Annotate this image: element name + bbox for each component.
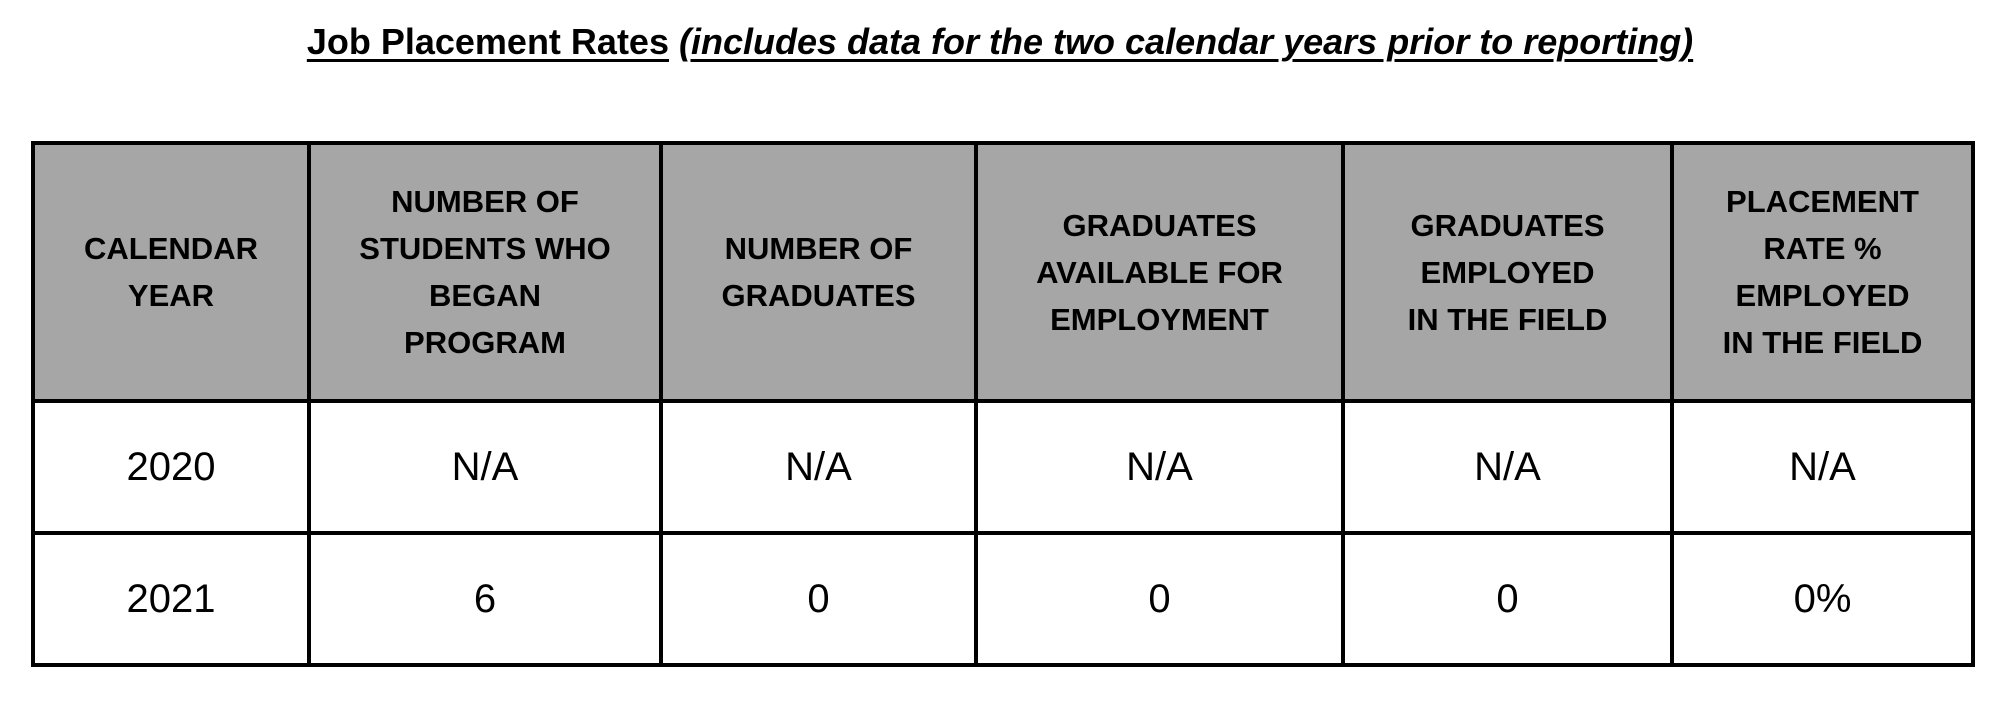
table-cell: 6 xyxy=(309,533,661,665)
table-cell: 0 xyxy=(1343,533,1672,665)
table-cell: 0% xyxy=(1672,533,1973,665)
header-placement-rate: PLACEMENT RATE % EMPLOYED IN THE FIELD xyxy=(1672,143,1973,401)
header-students-began: NUMBER OF STUDENTS WHO BEGAN PROGRAM xyxy=(309,143,661,401)
header-available: GRADUATES AVAILABLE FOR EMPLOYMENT xyxy=(976,143,1343,401)
table-header-row xyxy=(33,143,1973,401)
table-row xyxy=(33,401,1973,533)
table-cell: N/A xyxy=(1343,401,1672,533)
table-cell: 2021 xyxy=(33,533,309,665)
table-cell: N/A xyxy=(309,401,661,533)
header-calendar-year: CALENDAR YEAR xyxy=(33,143,309,401)
header-employed: GRADUATES EMPLOYED IN THE FIELD xyxy=(1343,143,1672,401)
table-cell: N/A xyxy=(976,401,1343,533)
table-cell: N/A xyxy=(1672,401,1973,533)
table-cell: 2020 xyxy=(33,401,309,533)
table-row xyxy=(33,533,1973,665)
header-graduates: NUMBER OF GRADUATES xyxy=(661,143,976,401)
page-title xyxy=(0,18,2000,66)
table-cell: N/A xyxy=(661,401,976,533)
table-cell: 0 xyxy=(976,533,1343,665)
title-note: (includes data for the two calendar years prior to reporting) xyxy=(679,21,1694,62)
title-main: Job Placement Rates xyxy=(306,21,669,62)
table-cell: 0 xyxy=(661,533,976,665)
job-placement-table xyxy=(31,141,1975,667)
